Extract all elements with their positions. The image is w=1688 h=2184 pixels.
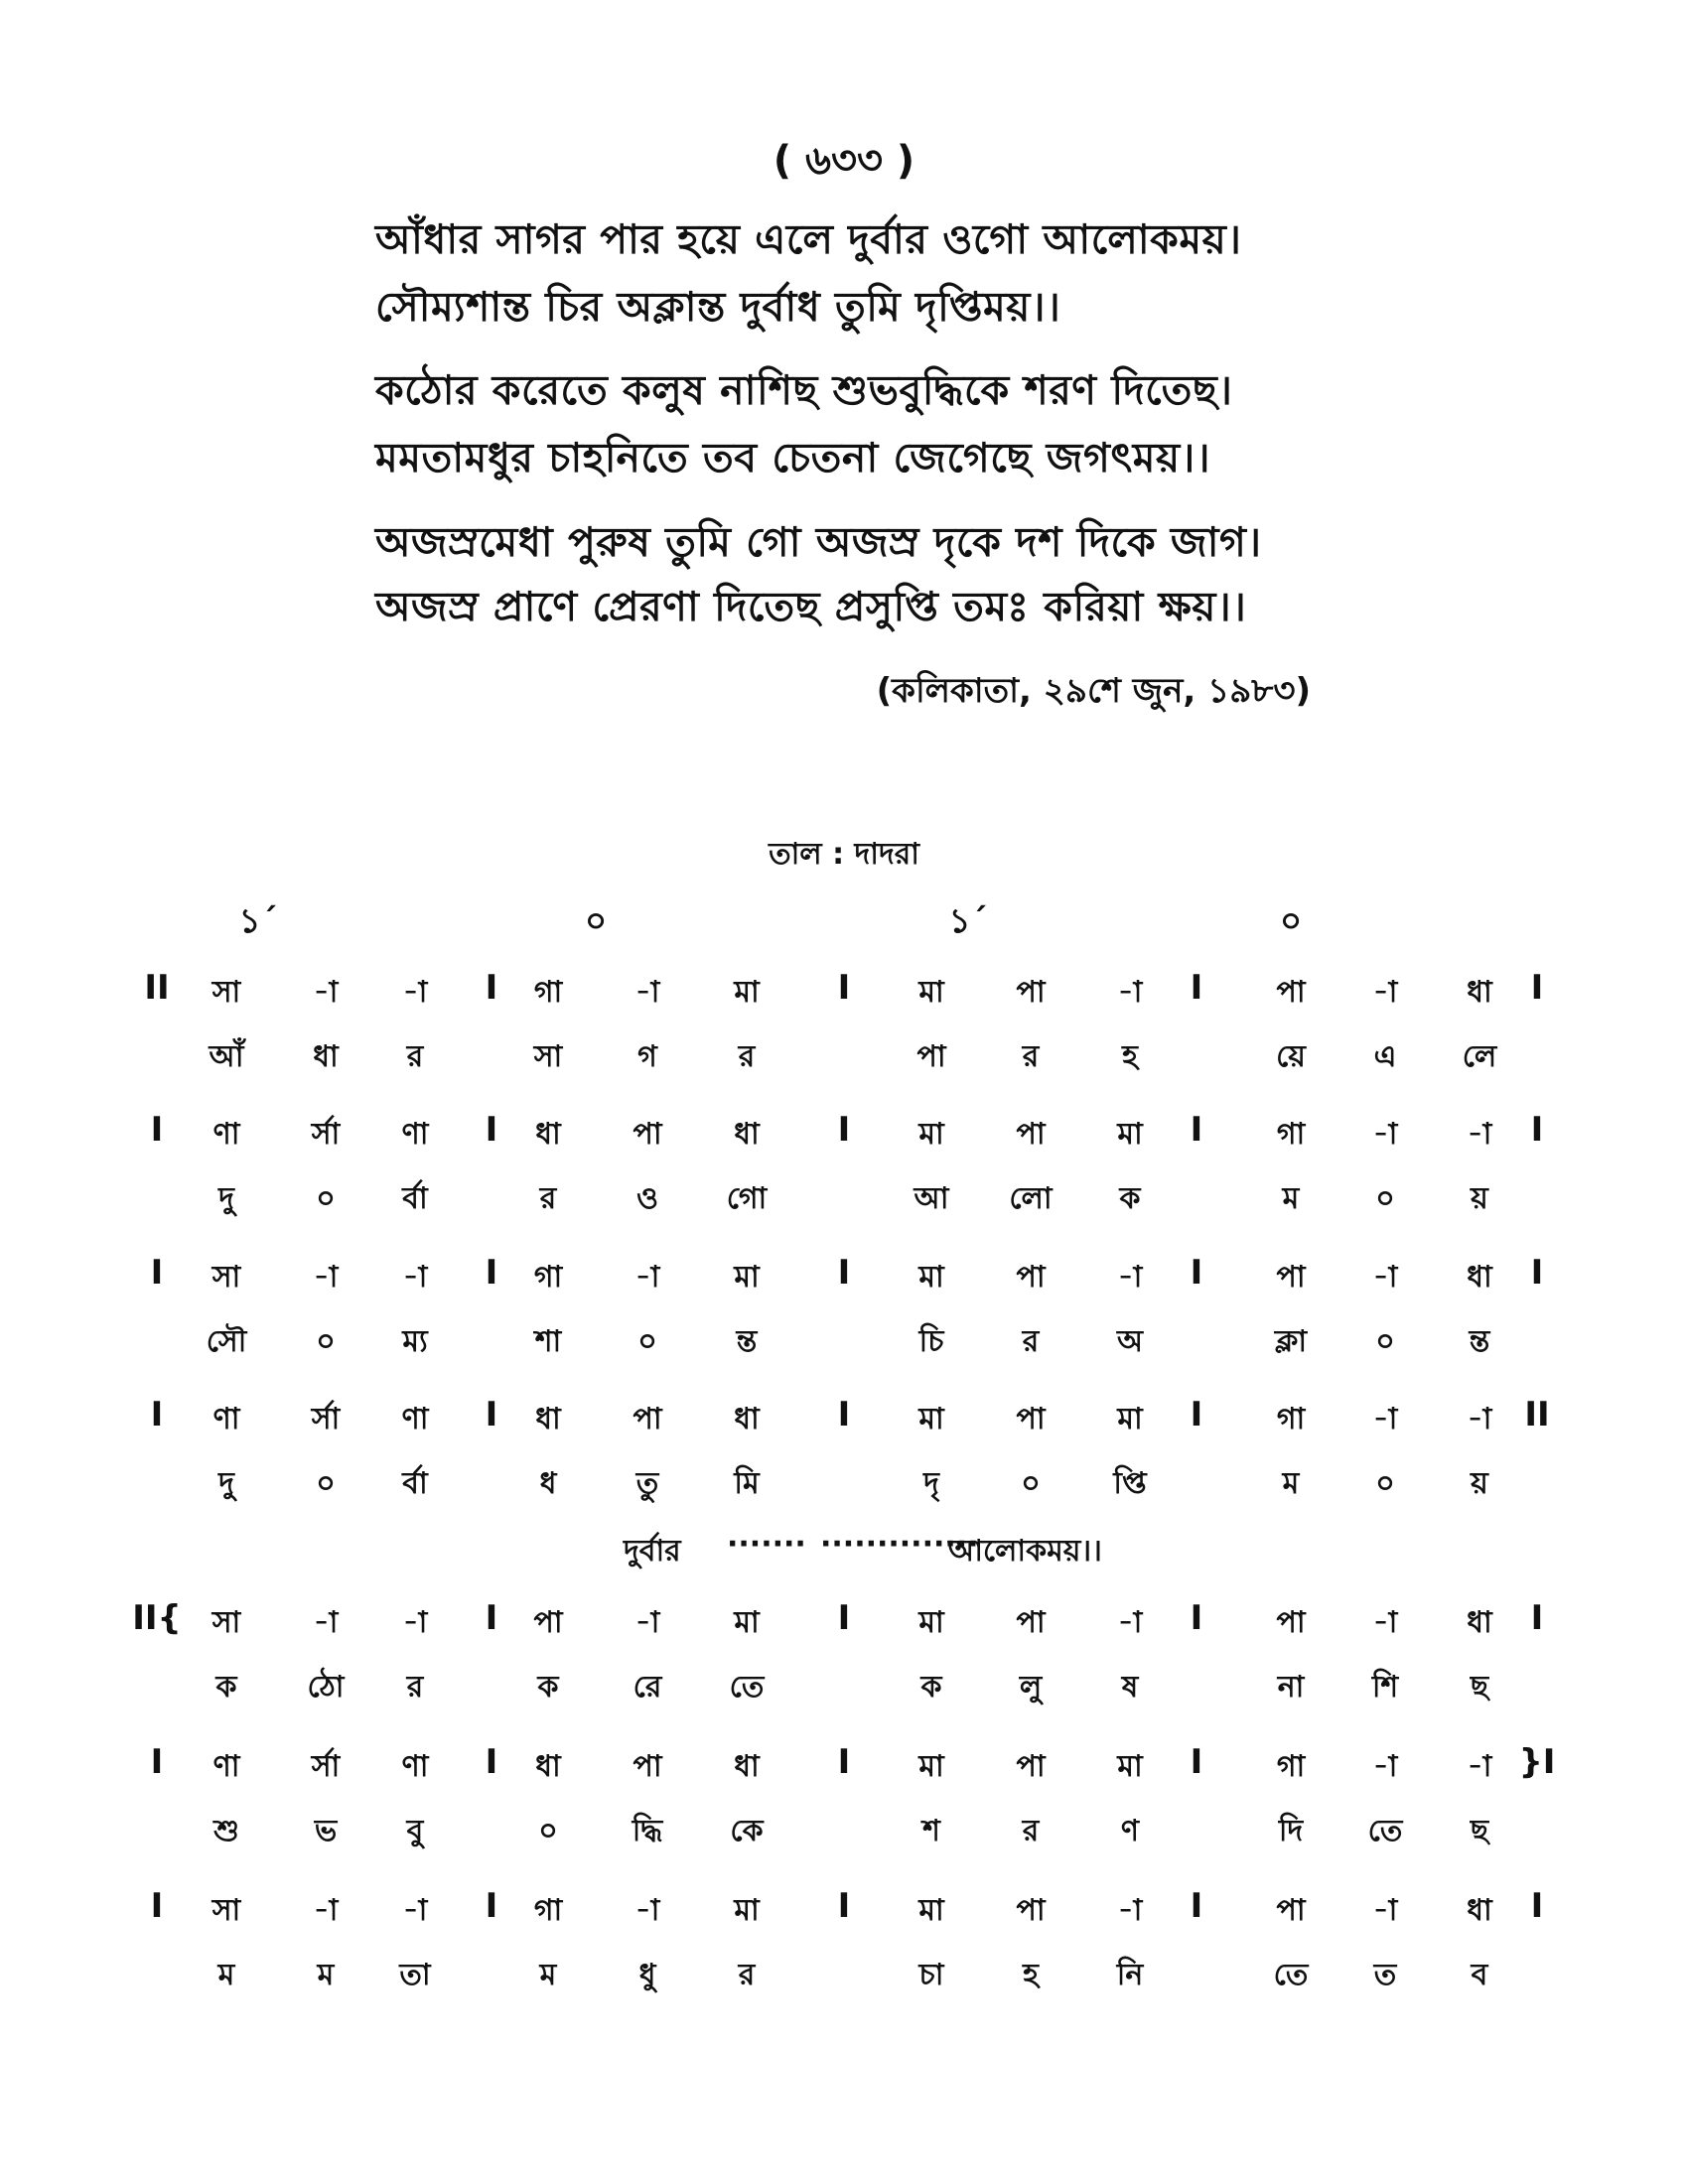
- lyric-syllable: শা: [534, 1324, 562, 1359]
- notation-row: [0, 1110, 1688, 1160]
- note-cell: মা: [918, 1893, 944, 1928]
- lyric-row: [0, 1174, 1688, 1224]
- note-cell: মা: [734, 1893, 760, 1928]
- lyric-syllable: র: [539, 1181, 557, 1216]
- note-cell: ধা: [535, 1117, 561, 1152]
- note-cell: সা: [211, 1893, 241, 1928]
- lyric-syllable: র্বা: [402, 1181, 428, 1216]
- notation-row: [0, 1253, 1688, 1302]
- lyric-syllable: শু: [213, 1814, 239, 1848]
- lyric-syllable: দি: [1278, 1814, 1304, 1848]
- notation-row: [0, 1742, 1688, 1792]
- note-cell: মা: [734, 1260, 760, 1295]
- note-cell: মা: [1117, 1749, 1143, 1784]
- lyric-syllable: দৃ: [923, 1466, 939, 1501]
- bar-line: I: [1190, 1395, 1203, 1434]
- bar-line: I: [150, 1395, 164, 1434]
- note-cell: -া: [313, 975, 339, 1010]
- note-cell: ধা: [734, 1402, 760, 1436]
- beat-mark-4: ০: [1279, 901, 1303, 941]
- note-cell: পা: [1276, 1605, 1306, 1640]
- note-cell: পা: [533, 1605, 563, 1640]
- verse-line-6: অজস্র প্রাণে প্রেরণা দিতেছ প্রসুপ্তি তমঃ করিয়া ক্ষয়।।: [375, 583, 1247, 630]
- note-cell: পা: [1276, 1893, 1306, 1928]
- bar-line: I: [837, 1110, 851, 1150]
- lyric-syllable: ০: [1375, 1324, 1395, 1359]
- note-cell: -া: [1117, 1260, 1143, 1295]
- bar-line: II{: [132, 1598, 182, 1638]
- lyric-row: [0, 1032, 1688, 1082]
- refrain-end: আলোকময়।।: [948, 1534, 1102, 1569]
- lyric-syllable: ষ: [1121, 1670, 1139, 1705]
- note-cell: -া: [1372, 1402, 1398, 1436]
- note-cell: সা: [211, 1260, 241, 1295]
- lyric-syllable: শ: [922, 1814, 940, 1848]
- note-cell: মা: [918, 1749, 944, 1784]
- lyric-syllable: দু: [218, 1466, 234, 1501]
- note-cell: -া: [1372, 1117, 1398, 1152]
- note-cell: মা: [918, 1260, 944, 1295]
- note-cell: -া: [402, 1605, 428, 1640]
- note-cell: মা: [734, 975, 760, 1010]
- note-cell: -া: [1372, 975, 1398, 1010]
- note-cell: মা: [734, 1605, 760, 1640]
- refrain-line: [0, 1527, 1688, 1576]
- lyric-syllable: য়: [1471, 1466, 1488, 1501]
- verse-line-5: অজস্রমেধা পুরুষ তুমি গো অজস্র দৃকে দশ দিকে জাগ।: [375, 518, 1262, 566]
- lyric-syllable: ম: [217, 1958, 235, 1992]
- bar-line: I: [837, 1886, 851, 1926]
- bar-line: I: [485, 1395, 498, 1434]
- note-cell: পা: [1016, 1749, 1046, 1784]
- note-cell: ধা: [535, 1402, 561, 1436]
- refrain-dots-2: ··············: [820, 1527, 979, 1562]
- note-cell: -া: [1372, 1749, 1398, 1784]
- note-cell: সা: [211, 1605, 241, 1640]
- note-cell: -া: [1372, 1260, 1398, 1295]
- lyric-syllable: গ: [637, 1039, 657, 1074]
- lyric-syllable: মি: [734, 1466, 760, 1501]
- lyric-syllable: আঁ: [209, 1039, 244, 1074]
- lyric-syllable: দ্ধি: [632, 1814, 663, 1848]
- notation-row: [0, 1886, 1688, 1936]
- lyric-syllable: চি: [918, 1324, 944, 1359]
- bar-line: I: [1190, 1253, 1203, 1293]
- note-cell: সা: [211, 975, 241, 1010]
- lyric-syllable: ম: [317, 1958, 335, 1992]
- note-cell: র্সা: [311, 1749, 341, 1784]
- note-cell: পা: [1276, 975, 1306, 1010]
- note-cell: পা: [633, 1749, 662, 1784]
- bar-line: I: [837, 968, 851, 1008]
- note-cell: পা: [1016, 1893, 1046, 1928]
- bar-line: II: [144, 968, 170, 1008]
- lyric-syllable: ও: [635, 1181, 659, 1216]
- lyric-syllable: না: [1277, 1670, 1305, 1705]
- lyric-syllable: য়: [1471, 1181, 1488, 1216]
- bar-line: I: [837, 1598, 851, 1638]
- lyric-syllable: ম: [539, 1958, 557, 1992]
- lyric-syllable: ন্ত: [736, 1324, 758, 1359]
- lyric-syllable: ছ: [1470, 1814, 1489, 1848]
- bar-line: I: [837, 1742, 851, 1782]
- note-cell: গা: [533, 975, 563, 1010]
- lyric-syllable: ০: [1375, 1466, 1395, 1501]
- lyric-syllable: ক্লা: [1274, 1324, 1308, 1359]
- lyric-syllable: ঠো: [307, 1670, 345, 1705]
- lyric-syllable: ০: [1375, 1181, 1395, 1216]
- note-cell: ণা: [401, 1402, 429, 1436]
- note-cell: গা: [1276, 1402, 1306, 1436]
- lyric-syllable: র: [738, 1958, 756, 1992]
- lyric-syllable: পা: [916, 1039, 946, 1074]
- note-cell: ধা: [1467, 1605, 1492, 1640]
- bar-line: I: [485, 1110, 498, 1150]
- note-cell: -া: [1467, 1402, 1492, 1436]
- verse-line-3: কঠোর করেতে কলুষ নাশিছ শুভবুদ্ধিকে শরণ দিতেছ।: [375, 366, 1233, 414]
- lyric-syllable: ছ: [1470, 1670, 1489, 1705]
- lyric-syllable: হ: [1023, 1958, 1039, 1992]
- note-cell: -া: [313, 1260, 339, 1295]
- lyric-syllable: ০: [316, 1324, 336, 1359]
- lyric-syllable: র: [738, 1039, 756, 1074]
- verse-line-4: মমতামধুর চাহনিতে তব চেতনা জেগেছে জগৎময়।।: [375, 434, 1211, 481]
- lyric-syllable: র্বা: [402, 1466, 428, 1501]
- lyric-syllable: তা: [399, 1958, 431, 1992]
- bar-line: I: [1530, 1253, 1544, 1293]
- lyric-syllable: তে: [1273, 1958, 1309, 1992]
- lyric-syllable: র: [1022, 1039, 1040, 1074]
- date-line: (কলিকাতা, ২৯শে জুন, ১৯৮৩): [876, 671, 1311, 711]
- lyric-syllable: তু: [635, 1466, 659, 1501]
- note-cell: -া: [634, 1260, 660, 1295]
- note-cell: -া: [1117, 1605, 1143, 1640]
- lyric-syllable: ম্য: [402, 1324, 428, 1359]
- note-cell: পা: [633, 1402, 662, 1436]
- note-cell: র্সা: [311, 1402, 341, 1436]
- lyric-syllable: দু: [218, 1181, 234, 1216]
- note-cell: র্সা: [311, 1117, 341, 1152]
- bar-line: I: [150, 1886, 164, 1926]
- lyric-syllable: সা: [533, 1039, 563, 1074]
- lyric-syllable: হ: [1122, 1039, 1138, 1074]
- note-cell: মা: [1117, 1117, 1143, 1152]
- lyric-syllable: কে: [730, 1814, 764, 1848]
- lyric-syllable: তে: [1367, 1814, 1403, 1848]
- note-cell: -া: [313, 1893, 339, 1928]
- note-cell: গা: [1276, 1117, 1306, 1152]
- note-cell: পা: [1016, 1260, 1046, 1295]
- note-cell: ণা: [212, 1402, 240, 1436]
- note-cell: ণা: [212, 1749, 240, 1784]
- note-cell: -া: [1467, 1749, 1492, 1784]
- note-cell: পা: [1016, 1117, 1046, 1152]
- lyric-syllable: সৌ: [206, 1324, 247, 1359]
- lyric-syllable: র: [1022, 1324, 1040, 1359]
- note-cell: মা: [918, 1117, 944, 1152]
- bar-line: I: [485, 1742, 498, 1782]
- lyric-syllable: ক: [920, 1670, 942, 1705]
- bar-line: I: [485, 968, 498, 1008]
- bar-line: I: [1190, 1742, 1203, 1782]
- lyric-syllable: লো: [1009, 1181, 1053, 1216]
- note-cell: -া: [1372, 1893, 1398, 1928]
- note-cell: -া: [634, 1605, 660, 1640]
- bar-line: I: [1530, 968, 1544, 1008]
- note-cell: -া: [402, 1260, 428, 1295]
- beat-marks: [0, 895, 1688, 945]
- lyric-syllable: ব: [1471, 1958, 1488, 1992]
- lyric-syllable: র: [1022, 1814, 1040, 1848]
- note-cell: -া: [1372, 1605, 1398, 1640]
- bar-line: I: [1530, 1598, 1544, 1638]
- note-cell: মা: [918, 1605, 944, 1640]
- note-cell: গা: [1276, 1749, 1306, 1784]
- bar-line: I: [1190, 1598, 1203, 1638]
- note-cell: মা: [918, 975, 944, 1010]
- lyric-syllable: ক: [1119, 1181, 1141, 1216]
- note-cell: ণা: [401, 1117, 429, 1152]
- note-cell: ধা: [734, 1749, 760, 1784]
- lyric-syllable: র: [406, 1039, 424, 1074]
- lyric-syllable: ০: [538, 1814, 558, 1848]
- lyric-syllable: র: [406, 1670, 424, 1705]
- note-cell: ধা: [734, 1117, 760, 1152]
- beat-mark-2: ০: [584, 901, 608, 941]
- bar-line: I: [837, 1395, 851, 1434]
- lyric-syllable: ত: [1373, 1958, 1397, 1992]
- lyric-syllable: ক: [215, 1670, 237, 1705]
- note-cell: মা: [918, 1402, 944, 1436]
- beat-mark-3: ১´: [948, 901, 988, 941]
- bar-line: I: [1190, 968, 1203, 1008]
- lyric-syllable: প্তি: [1113, 1466, 1147, 1501]
- lyric-syllable: চা: [918, 1958, 944, 1992]
- bar-line: I: [485, 1598, 498, 1638]
- lyric-syllable: ক: [537, 1670, 559, 1705]
- note-cell: পা: [1016, 975, 1046, 1010]
- beat-mark-1: ১´: [238, 901, 278, 941]
- bar-line: I: [1190, 1886, 1203, 1926]
- lyric-syllable: ধা: [313, 1039, 339, 1074]
- bar-line: I: [485, 1253, 498, 1293]
- tala-label: তাল : দাদরা: [769, 837, 919, 872]
- lyric-syllable: শি: [1371, 1670, 1399, 1705]
- lyric-syllable: লু: [1019, 1670, 1043, 1705]
- lyric-syllable: ম: [1282, 1181, 1300, 1216]
- bar-line: }I: [1518, 1742, 1556, 1782]
- note-cell: পা: [1276, 1260, 1306, 1295]
- lyric-syllable: ০: [316, 1181, 336, 1216]
- lyric-syllable: তে: [729, 1670, 765, 1705]
- page-number: ( ৬৩৩ ): [773, 138, 915, 184]
- note-cell: পা: [633, 1117, 662, 1152]
- bar-line: I: [150, 1253, 164, 1293]
- notation-row: [0, 1598, 1688, 1648]
- bar-line: I: [485, 1886, 498, 1926]
- bar-line: I: [837, 1253, 851, 1293]
- note-cell: -া: [402, 1893, 428, 1928]
- notation-row: [0, 968, 1688, 1018]
- note-cell: -া: [402, 975, 428, 1010]
- lyric-syllable: ম: [1282, 1466, 1300, 1501]
- verse-line-2: সৌম্যশান্ত চির অক্লান্ত দুর্বাধ তুমি দৃপ্তিময়।।: [375, 283, 1061, 331]
- lyric-syllable: য়ে: [1276, 1039, 1306, 1074]
- note-cell: পা: [1016, 1605, 1046, 1640]
- note-cell: -া: [634, 975, 660, 1010]
- lyric-syllable: আ: [914, 1181, 949, 1216]
- lyric-syllable: ০: [1021, 1466, 1041, 1501]
- lyric-syllable: নি: [1116, 1958, 1144, 1992]
- notation-row: [0, 1395, 1688, 1444]
- lyric-syllable: ন্ত: [1469, 1324, 1490, 1359]
- lyric-syllable: গো: [726, 1181, 768, 1216]
- note-cell: গা: [533, 1260, 563, 1295]
- lyric-row: [0, 1951, 1688, 2000]
- lyric-syllable: অ: [1117, 1324, 1143, 1359]
- bar-line: I: [150, 1110, 164, 1150]
- lyric-syllable: ধু: [638, 1958, 656, 1992]
- lyric-syllable: রে: [633, 1670, 662, 1705]
- lyric-syllable: ০: [637, 1324, 657, 1359]
- note-cell: -া: [634, 1893, 660, 1928]
- lyric-syllable: লে: [1462, 1039, 1497, 1074]
- note-cell: ধা: [1467, 975, 1492, 1010]
- refrain-dots-1: ·······: [727, 1527, 806, 1562]
- note-cell: -া: [1467, 1117, 1492, 1152]
- lyric-syllable: বু: [406, 1814, 424, 1848]
- lyric-row: [0, 1663, 1688, 1712]
- lyric-syllable: ০: [316, 1466, 336, 1501]
- note-cell: ণা: [212, 1117, 240, 1152]
- bar-line: II: [1524, 1395, 1550, 1434]
- bar-line: I: [1530, 1110, 1544, 1150]
- bar-line: I: [1530, 1886, 1544, 1926]
- note-cell: -া: [1117, 975, 1143, 1010]
- note-cell: পা: [1016, 1402, 1046, 1436]
- verse-line-1: আঁধার সাগর পার হয়ে এলে দুর্বার ওগো আলোকময়।: [375, 215, 1242, 263]
- bar-line: I: [1190, 1110, 1203, 1150]
- refrain-start: দুর্বার: [624, 1534, 681, 1569]
- note-cell: মা: [1117, 1402, 1143, 1436]
- lyric-row: [0, 1459, 1688, 1509]
- note-cell: -া: [1117, 1893, 1143, 1928]
- note-cell: ধা: [1467, 1893, 1492, 1928]
- note-cell: -া: [313, 1605, 339, 1640]
- note-cell: গা: [533, 1893, 563, 1928]
- note-cell: ণা: [401, 1749, 429, 1784]
- bar-line: I: [150, 1742, 164, 1782]
- lyric-syllable: এ: [1373, 1039, 1397, 1074]
- lyric-row: [0, 1317, 1688, 1367]
- lyric-syllable: ভ: [314, 1814, 338, 1848]
- note-cell: ধা: [535, 1749, 561, 1784]
- lyric-syllable: ণ: [1120, 1814, 1140, 1848]
- lyric-row: [0, 1807, 1688, 1856]
- note-cell: ধা: [1467, 1260, 1492, 1295]
- lyric-syllable: ধ: [539, 1466, 557, 1501]
